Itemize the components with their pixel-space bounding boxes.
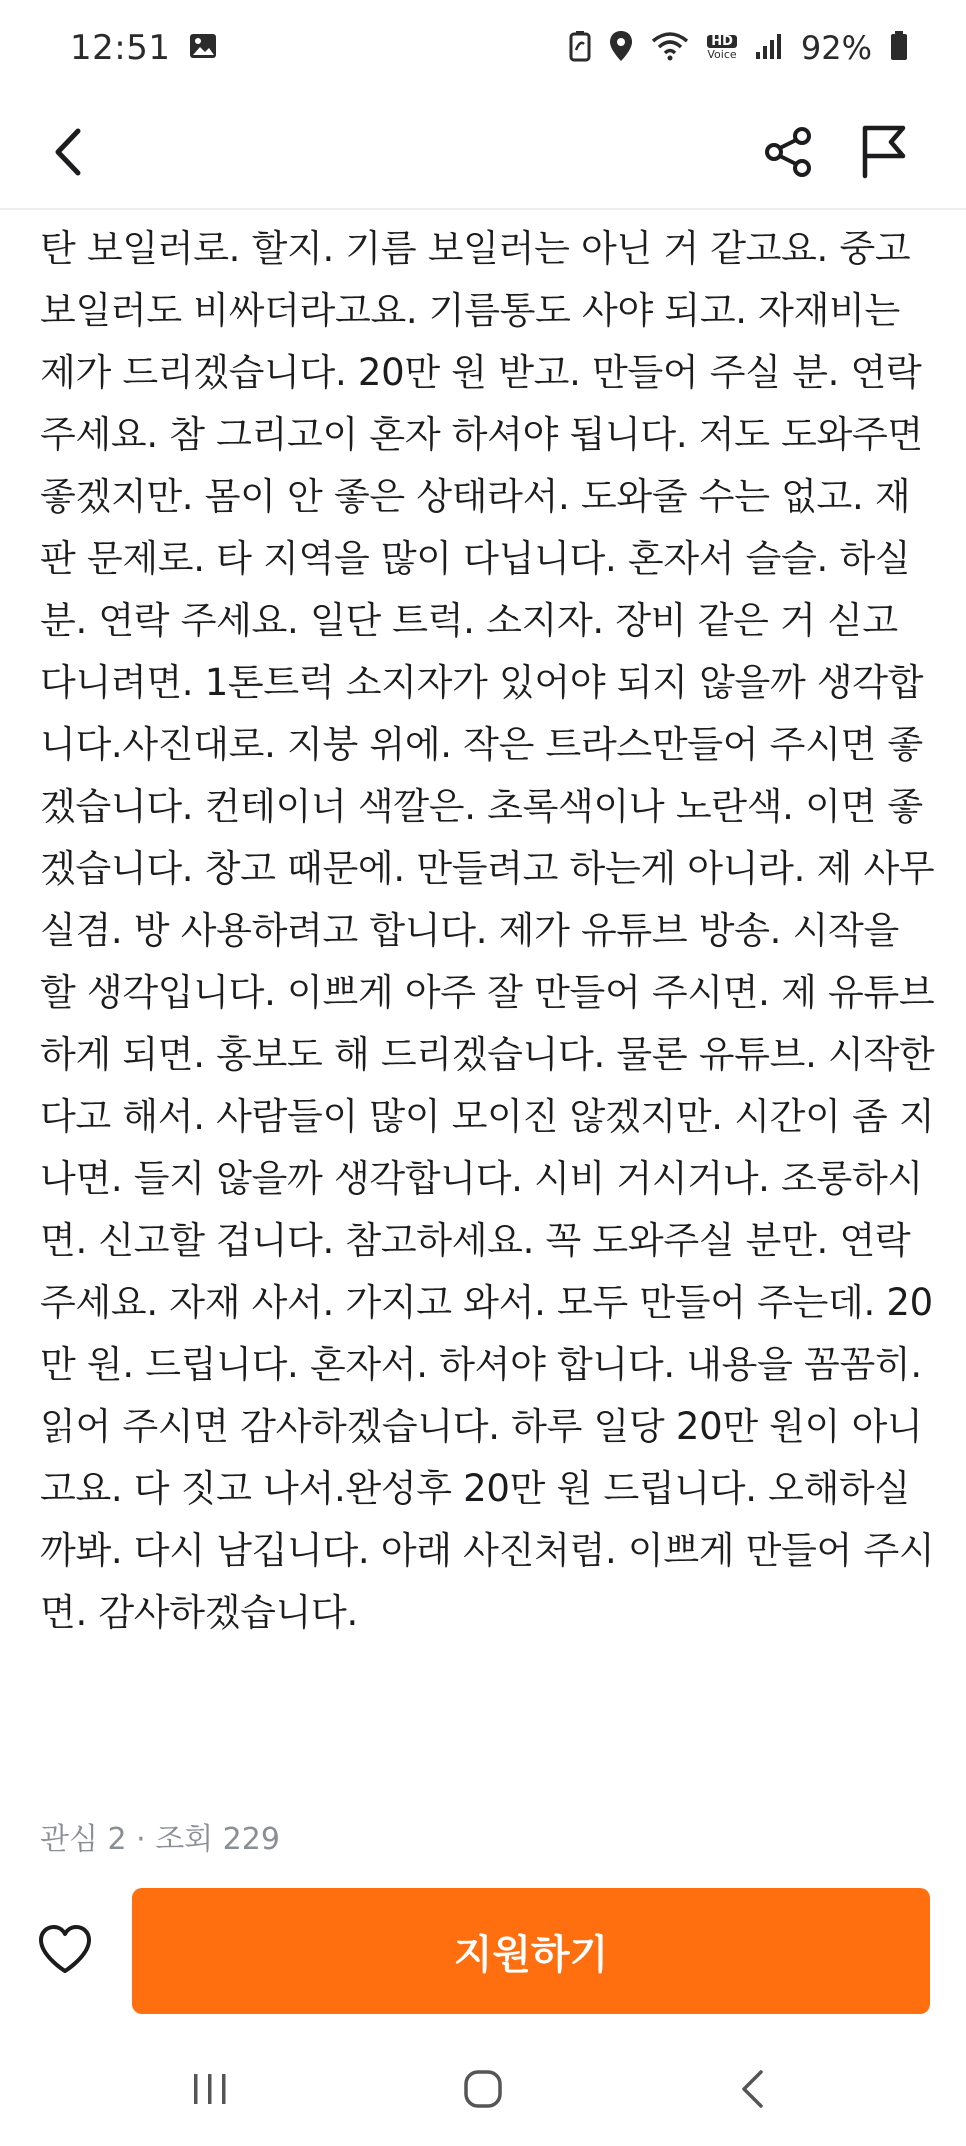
signal-icon: [755, 32, 783, 64]
chevron-left-icon: [48, 127, 88, 177]
hd-voice-icon: [707, 35, 737, 61]
voice-label: Voice: [707, 48, 737, 61]
post-stats: [40, 1814, 280, 1858]
flag-icon: [859, 124, 909, 180]
status-right: [569, 29, 908, 67]
bottom-action-bar: [0, 1880, 966, 2020]
recent-apps-icon: [190, 2071, 230, 2107]
status-time: 12:51: [70, 28, 171, 68]
back-button[interactable]: [32, 116, 104, 188]
status-left: [70, 28, 218, 68]
battery-icon: [890, 31, 908, 65]
hd-label: HD: [707, 35, 737, 48]
system-back-button[interactable]: [712, 2054, 792, 2124]
battery-percent: 92%: [800, 29, 872, 67]
status-bar: [0, 0, 966, 96]
share-button[interactable]: [752, 116, 824, 188]
apply-button[interactable]: 지원하기: [132, 1888, 930, 2014]
post-body: 탄 보일러로. 할지. 기름 보일러는 아닌 거 같고요. 중고 보일러도 비싸더라고요. 기름통도 사야 되고. 자재비는 제가 드리겠습니다. 20만 원 받고. 만들어 주실 분. 연락 주세요. 참 그리고이 혼자 하셔야 됩니다. 저도 도와주면 좋겠지만. 몸이 안 좋은 상태라서. 도와줄 수는 없고. 재판 문제로. 타 지역을 많이 다닙니다. 혼자서 슬슬. 하실 분. 연락 주세요. 일단 트럭. 소지자. 장비 같은 거 싣고 다니려면. 1톤트럭 소지자가 있어야 되지 않을까 생각합니다.사진대로. 지붕 위에. 작은 트라스만들어 주시면 좋겠습니다. 컨테이너 색깔은. 초록색이나 노란색. 이면 좋겠습니다. 창고 때문에. 만들려고 하는게 아니라. 제 사무실겸. 방 사용하려고 합니다. 제가 유튜브 방송. 시작을 할 생각입니다. 이쁘게 아주 잘 만들어 주시면. 제 유튜브 하게 되면. 홍보도 해 드리겠습니다. 물론 유튜브. 시작한다고 해서. 사람들이 많이 모이진 않겠지만. 시간이 좀 지나면. 들지 않을까 생각합니다. 시비 거시거나. 조롱하시면. 신고할 겁니다. 참고하세요. 꼭 도와주실 분만. 연락 주세요. 자재 사서. 가지고 와서. 모두 만들어 주는데. 20만 원. 드립니다. 혼자서. 하셔야 합니다. 내용을 꼼꼼히. 읽어 주시면 감사하겠습니다. 하루 일당 20만 원이 아니고요. 다 짓고 나서.완성후 20만 원 드립니다. 오해하실까봐. 다시 남깁니다. 아래 사진처럼. 이쁘게 만들어 주시면. 감사하겠습니다.: [40, 227, 935, 1634]
system-back-icon: [737, 2068, 767, 2110]
heart-outline-icon: [37, 1923, 93, 1975]
home-button[interactable]: [443, 2054, 523, 2124]
home-icon: [462, 2068, 504, 2110]
interest-view-count: 관심 2 · 조회 229: [40, 1822, 280, 1857]
like-button[interactable]: [32, 1916, 98, 1982]
location-icon: [609, 30, 633, 66]
recent-apps-button[interactable]: [170, 2054, 250, 2124]
report-button[interactable]: [848, 116, 920, 188]
app-bar: [0, 96, 966, 210]
system-nav-bar: [0, 2040, 966, 2146]
battery-saver-icon: [569, 30, 591, 66]
gallery-notification-icon: [188, 31, 218, 65]
wifi-icon: [651, 31, 689, 65]
share-icon: [762, 126, 814, 178]
